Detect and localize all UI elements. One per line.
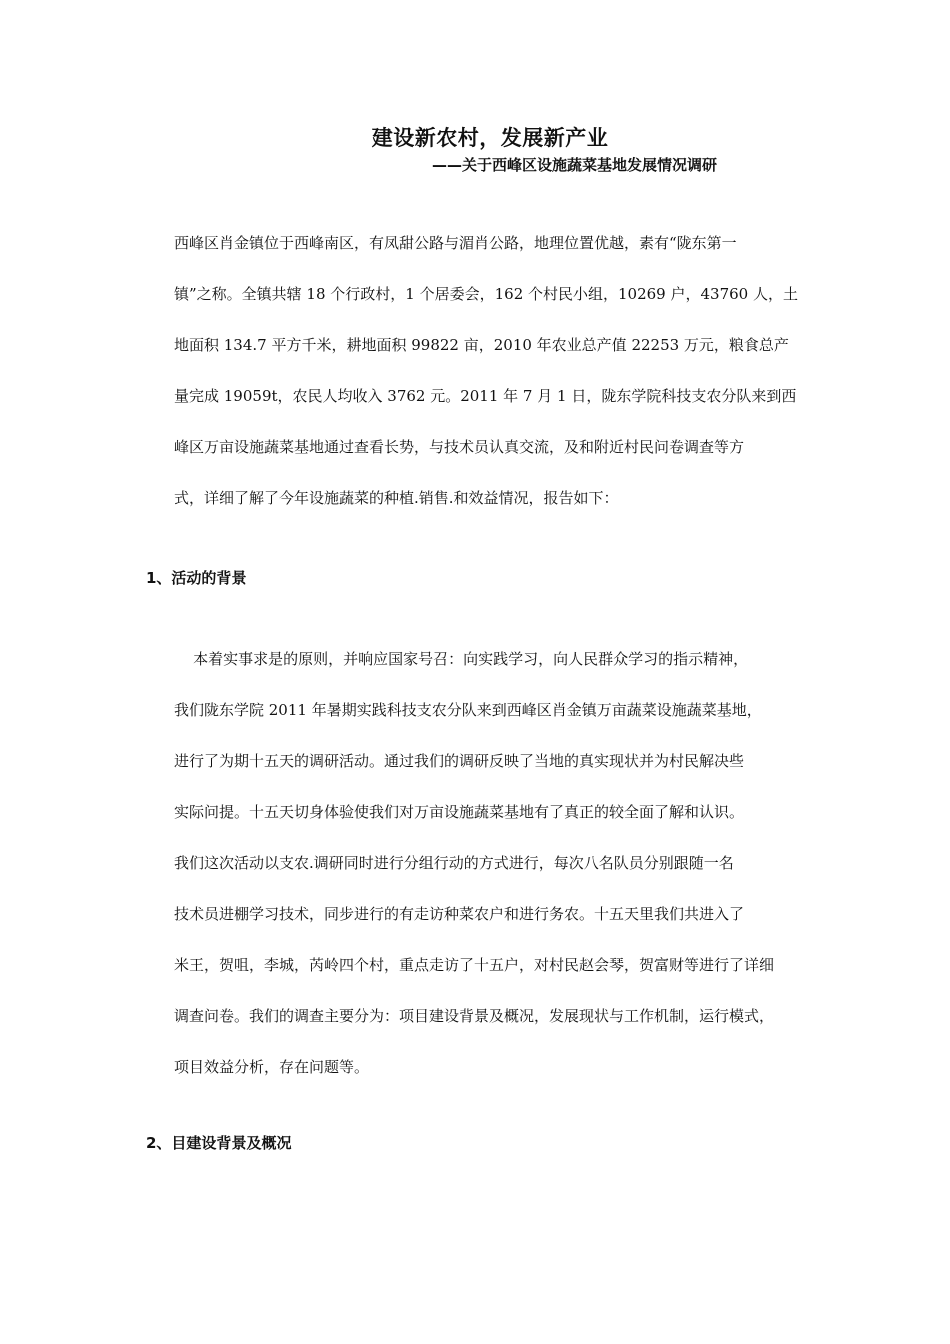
intro-paragraph xyxy=(174,218,826,524)
body-line: 米王，贺咀，李城，芮岭四个村，重点走访了十五户，对村民赵会琴，贺富财等进行了详细 xyxy=(174,956,775,974)
body-line: 实际问提。十五天切身体验使我们对万亩设施蔬菜基地有了真正的较全面了解和认识。 xyxy=(174,803,745,821)
body-line: 技术员进棚学习技术，同步进行的有走访种菜农户和进行务农。十五天里我们共进入了 xyxy=(174,905,745,923)
body-line: 调查问卷。我们的调查主要分为：项目建设背景及概况，发展现状与工作机制，运行模式， xyxy=(174,1007,775,1025)
intro-line: 式，详细了解了今年设施蔬菜的种植.销售.和效益情况，报告如下： xyxy=(174,489,619,507)
body-line: 项目效益分析，存在问题等。 xyxy=(174,1058,370,1076)
body-line: 我们这次活动以支农.调研同时进行分组行动的方式进行，每次八名队员分别跟随一名 xyxy=(174,854,734,872)
body-line: 进行了为期十五天的调研活动。通过我们的调研反映了当地的真实现状并为村民解决些 xyxy=(174,752,745,770)
section-heading-background: 1、活动的背景 xyxy=(146,569,247,587)
intro-line: 峰区万亩设施蔬菜基地通过查看长势，与技术员认真交流，及和附近村民问卷调查等方 xyxy=(174,438,745,456)
body-line: 我们陇东学院 2011 年暑期实践科技支农分队来到西峰区肖金镇万亩蔬菜设施蔬菜基地， xyxy=(174,701,762,719)
background-paragraph xyxy=(174,634,826,1093)
intro-line: 量完成 19059t，农民人均收入 3762 元。2011 年 7 月 1 日，陇东学院科技支农分队来到西 xyxy=(174,387,797,405)
document-title: 建设新农村，发展新产业 xyxy=(371,126,609,150)
document-subtitle: ——关于西峰区设施蔬菜基地发展情况调研 xyxy=(432,156,718,174)
intro-line: 地面积 134.7 平方千米，耕地面积 99822 亩，2010 年农业总产值 22253 万元，粮食总产 xyxy=(174,336,789,354)
section-heading-project-overview: 2、目建设背景及概况 xyxy=(146,1134,292,1152)
intro-line: 镇”之称。全镇共辖 18 个行政村，1 个居委会，162 个村民小组，10269 户，43760 人，土 xyxy=(174,285,798,303)
body-line: 本着实事求是的原则，并响应国家号召：向实践学习，向人民群众学习的指示精神， xyxy=(174,650,749,668)
intro-line: 西峰区肖金镇位于西峰南区，有凤甜公路与湄肖公路，地理位置优越，素有“陇东第一 xyxy=(174,234,737,252)
